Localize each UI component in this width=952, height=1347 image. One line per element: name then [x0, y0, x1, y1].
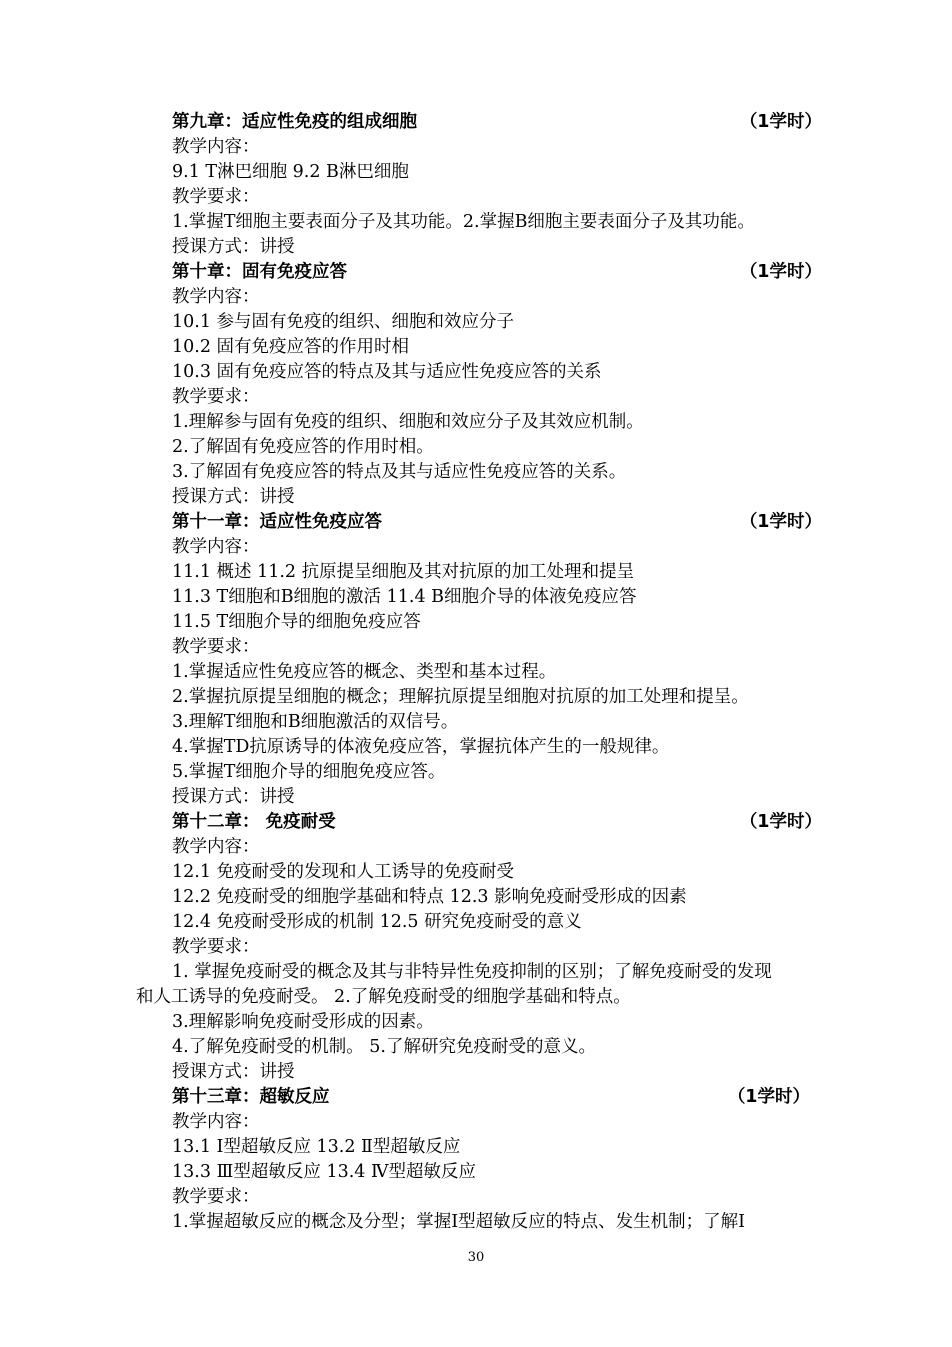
chapter-hours: （1学时）: [727, 1087, 810, 1107]
requirement-item: 4.掌握TD抗原诱导的体液免疫应答，掌握抗体产生的一般规律。: [172, 737, 670, 757]
requirement-item: 1. 掌握免疫耐受的概念及其与非特异性免疫抑制的区别；了解免疫耐受的发现: [172, 962, 772, 982]
requirements-label: 教学要求：: [172, 637, 260, 657]
chapter-title: 第十三章：超敏反应: [172, 1087, 330, 1107]
chapter-12-heading: [172, 810, 822, 835]
requirements-label: 教学要求：: [172, 387, 260, 407]
chapter-hours: （1学时）: [739, 262, 822, 282]
chapter-11-heading: [172, 510, 822, 535]
content-item: 12.1 免疫耐受的发现和人工诱导的免疫耐受: [172, 862, 515, 882]
requirement-item: 5.掌握T细胞介导的细胞免疫应答。: [172, 762, 446, 782]
requirement-item: 3.理解T细胞和B细胞激活的双信号。: [172, 712, 459, 732]
requirement-item: 1.掌握超敏反应的概念及分型；掌握Ⅰ型超敏反应的特点、发生机制；了解Ⅰ: [172, 1212, 746, 1232]
chapter-9-heading: [172, 110, 822, 135]
teaching-method: 授课方式：讲授: [172, 237, 295, 257]
requirement-item: 1.理解参与固有免疫的组织、细胞和效应分子及其效应机制。: [172, 412, 644, 432]
requirement-item: 3.理解影响免疫耐受形成的因素。: [172, 1012, 434, 1032]
requirement-item: 3.了解固有免疫应答的特点及其与适应性免疫应答的关系。: [172, 462, 627, 482]
requirements-label: 教学要求：: [172, 937, 260, 957]
teaching-method: 授课方式：讲授: [172, 787, 295, 807]
requirement-item: 2.了解固有免疫应答的作用时相。: [172, 437, 434, 457]
chapter-hours: （1学时）: [739, 512, 822, 532]
content-label: 教学内容：: [172, 287, 260, 307]
requirement-item: 2.掌握抗原提呈细胞的概念；理解抗原提呈细胞对抗原的加工处理和提呈。: [172, 687, 749, 707]
teaching-method: 授课方式：讲授: [172, 487, 295, 507]
content-label: 教学内容：: [172, 137, 260, 157]
content-item: 12.4 免疫耐受形成的机制 12.5 研究免疫耐受的意义: [172, 912, 582, 932]
requirements-label: 教学要求：: [172, 1187, 260, 1207]
requirement-item: 1.掌握适应性免疫应答的概念、类型和基本过程。: [172, 662, 557, 682]
content-item: 12.2 免疫耐受的细胞学基础和特点 12.3 影响免疫耐受形成的因素: [172, 887, 687, 907]
page-number: 30: [467, 1250, 485, 1265]
chapter-title: 第十章：固有免疫应答: [172, 262, 347, 282]
content-item: 10.3 固有免疫应答的特点及其与适应性免疫应答的关系: [172, 362, 602, 382]
content-label: 教学内容：: [172, 1112, 260, 1132]
content-item: 11.1 概述 11.2 抗原提呈细胞及其对抗原的加工处理和提呈: [172, 562, 635, 582]
content-item: 10.1 参与固有免疫的组织、细胞和效应分子: [172, 312, 515, 332]
teaching-method: 授课方式：讲授: [172, 1062, 295, 1082]
requirements-label: 教学要求：: [172, 187, 260, 207]
requirement-item: 和人工诱导的免疫耐受。 2.了解免疫耐受的细胞学基础和特点。: [136, 987, 631, 1007]
content-item: 13.1 Ⅰ型超敏反应 13.2 Ⅱ型超敏反应: [172, 1137, 461, 1157]
requirement-item: 4.了解免疫耐受的机制。 5.了解研究免疫耐受的意义。: [172, 1037, 596, 1057]
content-item: 11.3 T细胞和B细胞的激活 11.4 B细胞介导的体液免疫应答: [172, 587, 637, 607]
chapter-hours: （1学时）: [739, 112, 822, 132]
content-label: 教学内容：: [172, 537, 260, 557]
requirement-item: 1.掌握T细胞主要表面分子及其功能。2.掌握B细胞主要表面分子及其功能。: [172, 212, 755, 232]
chapter-title: 第十一章：适应性免疫应答: [172, 512, 382, 532]
chapter-hours: （1学时）: [739, 812, 822, 832]
content-item: 9.1 T淋巴细胞 9.2 B淋巴细胞: [172, 162, 409, 182]
chapter-title: 第十二章： 免疫耐受: [172, 812, 336, 832]
content-label: 教学内容：: [172, 837, 260, 857]
chapter-13-heading: [172, 1085, 810, 1110]
content-item: 10.2 固有免疫应答的作用时相: [172, 337, 410, 357]
content-item: 11.5 T细胞介导的细胞免疫应答: [172, 612, 421, 632]
chapter-title: 第九章：适应性免疫的组成细胞: [172, 112, 417, 132]
chapter-10-heading: [172, 260, 822, 285]
content-item: 13.3 Ⅲ型超敏反应 13.4 Ⅳ型超敏反应: [172, 1162, 476, 1182]
